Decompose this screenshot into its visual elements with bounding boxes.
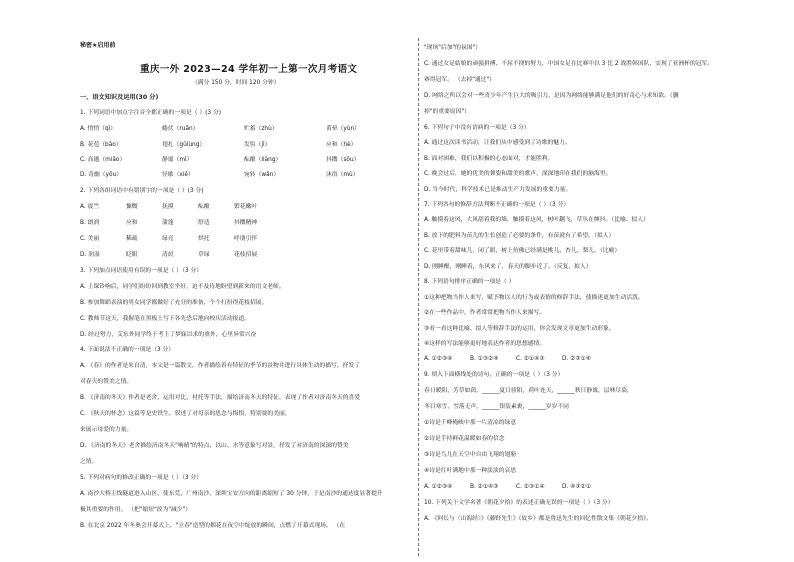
exam-title: 重庆一外 2023—24 学年初一上第一次月考语文	[140, 64, 358, 75]
question-2-option-c: C. 美丽 稀疏 绿亮 烘托 呼朋引伴	[80, 236, 258, 242]
confidential-stamp: 秘密★启用前	[80, 42, 116, 49]
question-7-option-a: A. 触摸着这风，大风刮着我的墙，触摸着这风，树叶翻飞，草丛在颤抖。（比喻、拟人）	[424, 217, 649, 223]
question-4-option-a: A. 《春》的作者是朱自清，本文是一篇散文，作者描绘着有特征的季节的景物并进行具体生动的描写，抒发了	[80, 363, 361, 369]
question-7-option-b: B. 放下的肥料为苗儿的生长创造了必要的条件，有苗就有了希望。（拟人）	[424, 233, 615, 239]
question-5-stem: 5. 下列对病句的修改正确的一项是（ ）（3 分）	[80, 475, 202, 481]
question-1-option-c: C. 高邈（miǎo） 静谧（mì） 酝酿（liàng） 抖擞（sǒu）	[80, 157, 360, 163]
question-9-answers: A. ①②③④ B. ②①④③ C. ②③①④ D. ④③②①	[424, 484, 591, 490]
question-5-option-a: A. 南沙大桥主线隧道进入山区，使东莞，广州南沙、深圳宝安方向的距离缩短了 30 分钟，于是南沙的通达度显著提升	[80, 491, 383, 497]
question-8-sentence-4: ④这样的写法能够更好地表达作者的思想感情。	[424, 341, 546, 347]
exam-subtitle: （满分 150 分，时间 120 分钟）	[192, 80, 280, 86]
section-heading: 一、语文知识及运用(30 分)	[80, 94, 159, 101]
question-1-stem: 1. 下列词语中加点字注音全都正确的一项是（ ）(3 分)	[80, 110, 222, 116]
question-5-cont-1: "现场"后加"的氛围"）	[424, 45, 482, 51]
question-8-options: A. ①②③④ B. ①③②④ C. ②①④③ D. ②③①④	[424, 356, 591, 362]
question-6-option-d: D. 当今时代，科学技术已是推动生产力发展的重要力量。	[424, 187, 572, 193]
question-8-stem: 8. 下列语句排序正确的一项是（ ）	[424, 279, 515, 285]
question-8-sentence-1: ①这种把物当作人来写，赋予物以人的行为或表情的修辞手法，使描述更加生动活泼。	[424, 295, 644, 301]
question-4-option-b: B. 《济南的冬天》作者是老舍，运用对比、衬托等手法，描绘济南冬天的特征，表现了作者对济南冬天的喜爱	[80, 395, 361, 401]
question-3-option-a: A. 上课铃响后，同学们纷纷回到教室坐好，迫不及待地盼望到新来的语文老师。	[80, 284, 285, 290]
question-5-option-b: B. 在北京 2022 年冬奥会开幕式上，"立春"造型的烟花在夜空中绽放的瞬间，点燃了开幕式现场。 （在	[80, 523, 346, 529]
question-1-option-d: D. 奇幽（yōu） 径歇（xiē） 宛转（wǎn） 沐浴（mù）	[80, 172, 359, 178]
question-5-option-c: C. 通过女足姑娘的顽强拼搏、不屈不挠的努力，中国女足在比赛中以 3 比 2 战胜韩国队，实现了亚洲杯的冠军。	[424, 61, 714, 67]
question-9-choice-4: ④诗是红叶满地中那一种淡淡的哀思	[424, 468, 517, 474]
question-5-option-c-cont: 赛得冠军。 （去掉"通过"）	[424, 77, 495, 83]
question-9-passage-1: 春日暖阳，芳草如茵，______夏日骄阳，荷叶连天，______秋日静谧，层林尽染，	[424, 388, 633, 394]
question-7-stem: 7. 下列各句的修辞方法判断不正确的一项是（ ）（3 分）	[424, 202, 570, 208]
question-7-option-d: D. 刚睡醒，刚睡着，东风来了，春天的脚步近了。（反复、拟人）	[424, 264, 592, 270]
question-2-option-a: A. 震竺 慷慨 抚摸 酝酿 繁花嫩叶	[80, 204, 258, 210]
question-6-option-c: C. 晚会过后，她的优美的舞姿和甜美的歌声，深深地印在我们的脑海里。	[424, 171, 612, 177]
question-10-option-a: A. 《阿长与〈山海经〉》《藤野先生》《故乡》都是鲁迅先生的回忆性散文集《朝花夕拾》。	[424, 516, 652, 522]
question-8-sentence-2: ②在一些作品中，作者常常把物当作人来描写。	[424, 310, 546, 316]
question-3-option-b: B. 参加舞蹈表演的男女同学都做好了充分的准备，个个打扮得花枝招展。	[80, 300, 268, 306]
question-9-choice-3: ③诗是鸟儿在天空中自由飞翔的翅膀	[424, 452, 517, 458]
question-4-option-c-cont: 来展示母爱的力量。	[80, 427, 133, 433]
question-9-choice-1: ①诗是千峰掩映中那一片清凉的绿意	[424, 420, 517, 426]
question-6-stem: 6. 下列句子中没有语病的一项是（3 分）	[424, 125, 530, 131]
question-4-option-c: C. 《秋天的怀念》这篇等是史铁生，叙述了对母亲的思念与悔恨，特别要的美丽，	[80, 411, 291, 417]
question-5-option-d: D. 网络之所以会对一些青少年产生巨大的吸引力，是因为网络能够满足他们的好奇心与求知欲。（删	[424, 93, 679, 99]
question-9-stem: 9. 填入下面横线处的诗句，正确的一项是（ ）（3 分）	[424, 372, 564, 378]
question-4-option-d: D. 《济南的冬天》老舍描绘济南冬天"响晴"的特点，以山、水等意象写对景，抒发了对济南的深深的赞美	[80, 443, 349, 449]
question-1-option-a: A. 悄悄（qì） 蜷伏（ruǎn） 贮蓄（zhù） 黄晕（yùn）	[80, 126, 360, 132]
question-9-passage-2: 冬日寒雪，雪落无声，______银装素裹，______岁岁不同	[424, 404, 569, 410]
question-2-option-b: B. 朗润 应和 蒲蓬 舒适 抖擞精神	[80, 220, 258, 226]
question-7-option-c: C. 花里带着甜味儿，闭了眼，树上仿佛已经满是桃儿、杏儿、梨儿。（比喻）	[424, 248, 621, 254]
question-4-option-d-cont: 之情。	[80, 459, 98, 465]
question-3-stem: 3. 下列加点词语使用有误的一项是（ ）（3 分）	[80, 268, 202, 274]
question-6-option-a: A. 通过这次读书活动，让我们从中感受到了诗歌的魅力。	[424, 140, 571, 146]
question-3-option-d: D. 经过努力，艾东外同学终于考上了梦寐以求的重外，心里异常兴奋	[80, 332, 257, 338]
question-4-stem: 4. 下面说法不正确的一项是（3 分）	[80, 347, 175, 353]
question-5-option-a-cont: 极其重要的作用。 （把"缩短"改为"减少"）	[80, 507, 192, 513]
question-4-option-a-cont: 对春天的赞美之情。	[80, 379, 133, 385]
question-6-option-b: B. 面对困难，我们以积极的心态面对，才能胜利。	[424, 156, 554, 162]
question-2-stem: 2. 下列各组词语中有错别字的一项是（ ）(3 分)	[80, 188, 204, 194]
question-2-option-d: D. 润湿 眨眼 清晨 草绿 花枝招展	[80, 252, 258, 258]
column-divider	[418, 38, 419, 556]
question-10-stem: 10. 下列关于文学名著《朝花夕拾》的表述正确无误的一项是（ ）（3 分）	[424, 500, 614, 506]
question-3-option-c: C. 教师节这天，我握笔在黑板上写下各先恐后地向校庆活动报道。	[80, 316, 251, 322]
question-5-option-d-cont: 掉"的重要原因"）	[424, 109, 470, 115]
question-8-sentence-3: ③看一看这种比喻、拟人等修辞手法的运用，你会发现文章更加生动形象。	[424, 326, 615, 332]
question-1-option-b: B. 花苞（bāo） 翅扎（gǔlùng） 发髻（jì） 应和（hè）	[80, 142, 357, 148]
question-9-choice-2: ②诗是手持鲜花温暖如春的信念	[424, 436, 505, 442]
